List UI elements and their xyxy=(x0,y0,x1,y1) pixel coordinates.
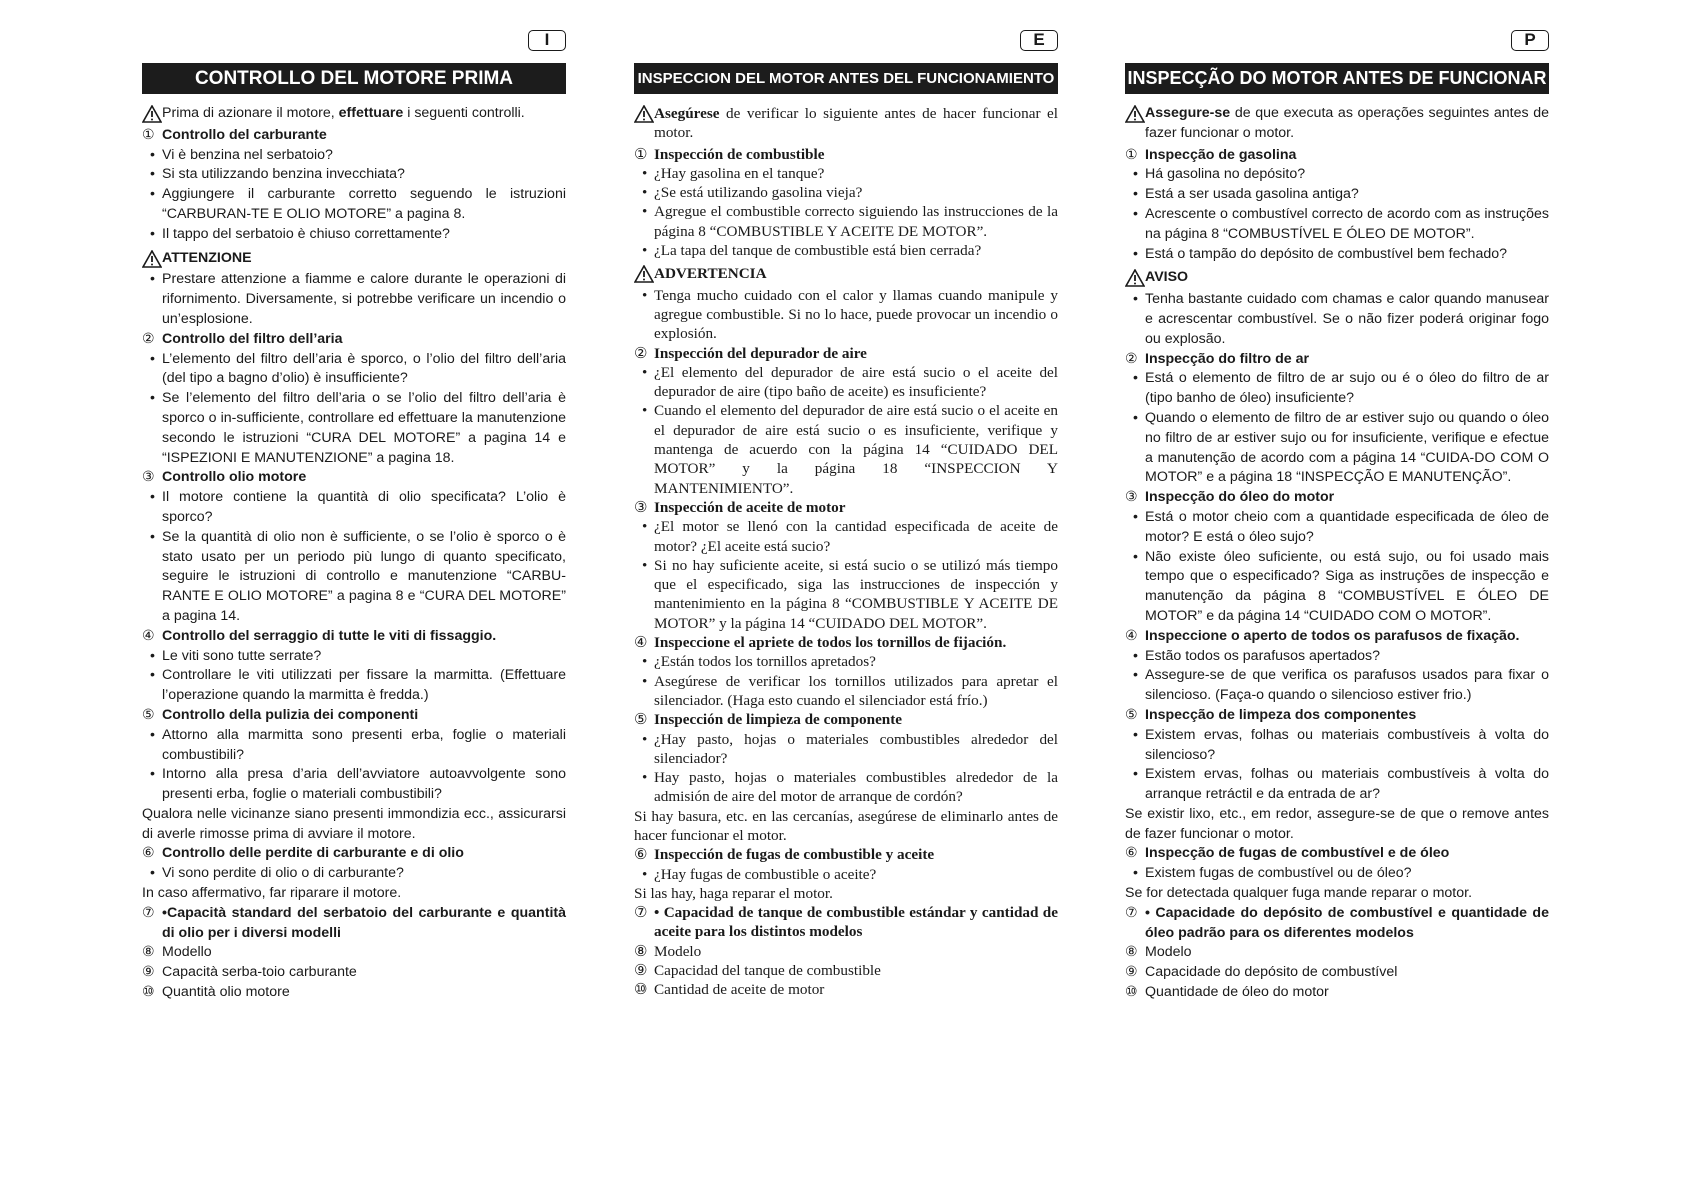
list-item-text: ¿Hay fugas de combustible o aceite? xyxy=(654,865,877,883)
list-item xyxy=(142,488,566,528)
list-item xyxy=(634,556,1058,633)
list-item xyxy=(634,241,1058,260)
bullet: • xyxy=(642,203,648,221)
bullet: • xyxy=(1133,186,1138,203)
list-item xyxy=(142,864,566,884)
list-item xyxy=(634,730,1058,769)
warning-icon xyxy=(634,265,654,283)
section-4-text: Inspeccione o aperto de todos os parafusos de fixação. xyxy=(1145,627,1520,644)
intro xyxy=(1125,104,1549,144)
number-1: ① xyxy=(634,145,648,163)
list-item-text: Está o elemento de filtro de ar sujo ou é o óleo do filtro de ar (tipo banho de óleo) insuficiente? xyxy=(1145,370,1549,407)
bullet: • xyxy=(1133,166,1138,183)
section-title-italian: CONTROLLO DEL MOTORE PRIMA xyxy=(142,63,566,94)
number-6: ⑥ xyxy=(634,846,648,864)
list-item xyxy=(142,528,566,627)
section-7-heading xyxy=(634,903,1058,942)
section-4-text: Controllo del serraggio di tutte le viti di fissaggio. xyxy=(162,627,497,644)
bullet: • xyxy=(642,653,648,671)
bullet: • xyxy=(1133,865,1138,882)
warning-label: ATTENZIONE xyxy=(162,249,252,266)
list-item xyxy=(1125,245,1549,265)
list-item-text: Não existe óleo suficiente, ou está sujo, ou foi usado mais tempo que o especificado? Siga as instruções de inspecção e manutenção da página 8 “COMBUSTÍVEL E ÓLEO DE MOTOR” e da página 14 “CUIDADO COM O MOTOR”. xyxy=(1145,548,1549,624)
section-5-heading xyxy=(634,710,1058,729)
list-item-text: Attorno alla marmitta sono presenti erba, foglie o materiali combustibili? xyxy=(162,726,566,763)
list-item-text: Assegure-se de que verifica os parafusos usados para fixar o silencioso. (Faça-o quando o silencioso estiver frio.) xyxy=(1145,667,1549,704)
number-5: ⑤ xyxy=(142,706,155,723)
section-8-text: Modelo xyxy=(654,942,702,960)
bullet: • xyxy=(150,489,155,506)
section-9-heading xyxy=(634,961,1058,980)
intro-text: de verificar lo siguiente antes de hacer funcionar el motor. xyxy=(654,105,1058,142)
bullet: • xyxy=(642,672,648,690)
paragraph: In caso affermativo, far riparare il motore. xyxy=(142,885,402,902)
list-item xyxy=(634,401,1058,497)
bullet: • xyxy=(150,667,155,684)
list-item xyxy=(142,350,566,390)
list-item xyxy=(634,286,1058,344)
number-10: ⑩ xyxy=(634,981,648,999)
number-1: ① xyxy=(142,126,155,143)
list-item xyxy=(142,146,566,166)
list-item-text: Está o tampão do depósito de combustível bem fechado? xyxy=(1145,245,1508,262)
list-item-text: Estão todos os parafusos apertados? xyxy=(1145,647,1381,664)
section-1-text: Inspecção de gasolina xyxy=(1145,146,1297,163)
list-item xyxy=(1125,409,1549,488)
bullet: • xyxy=(642,164,648,182)
bullet: • xyxy=(150,186,155,203)
list-item xyxy=(142,225,566,245)
section-1-text: Controllo del carburante xyxy=(162,126,327,143)
list-item-text: Se la quantità di olio non è sufficiente, o se l’olio è sporco o è stato usato per un periodo più lungo di quanto specificato, seguire le istruzioni di controllo e manutenzione “CARBU-RANTE E OLIO MOTORE” a pagina 8 e “CURA DEL MOTORE” a pagina 14. xyxy=(162,528,566,624)
list-item xyxy=(142,666,566,706)
section-7-text: •Capacità standard del serbatoio del carburante e quantità di olio per i diversi modelli xyxy=(162,904,566,941)
bullet: • xyxy=(150,225,155,242)
bullet: • xyxy=(642,865,648,883)
bullet: • xyxy=(1133,370,1138,387)
bullet: • xyxy=(1133,766,1138,783)
list-item xyxy=(1125,290,1549,349)
list-item xyxy=(142,185,566,225)
section-4-heading xyxy=(634,633,1058,652)
list-item-text: Existem ervas, folhas ou materiais combustíveis à volta do arranque retráctil e da entrada de ar? xyxy=(1145,766,1549,803)
warning-icon xyxy=(634,105,654,123)
number-8: ⑧ xyxy=(634,942,648,960)
section-1-heading xyxy=(634,145,1058,164)
number-8: ⑧ xyxy=(142,944,155,961)
list-item-text: ¿Hay pasto, hojas o materiales combustibles alrededor del silenciador? xyxy=(654,730,1058,767)
section-3-heading xyxy=(1125,488,1549,508)
number-3: ③ xyxy=(142,469,155,486)
list-item xyxy=(142,165,566,185)
intro-emphasis: Assegure-se xyxy=(1145,105,1231,121)
section-1-text: Inspección de combustible xyxy=(654,145,825,163)
list-item xyxy=(1125,185,1549,205)
bullet: • xyxy=(150,528,155,545)
list-item-text: Si no hay suficiente aceite, si está sucio o se utilizó más tiempo que el especificado, siga las instrucciones de inspección y mantenimiento en la página 8 “COMBUSTIBLE Y ACEITE DE MOTOR” y la página 14 “CUIDADO DEL MOTOR”. xyxy=(654,556,1058,632)
list-item-text: Vi sono perdite di olio o di carburante? xyxy=(162,865,404,882)
section-6-text: Controllo delle perdite di carburante e di olio xyxy=(162,845,464,862)
list-item xyxy=(634,865,1058,884)
bullet: • xyxy=(1133,291,1138,308)
intro xyxy=(142,104,566,124)
list-item-text: Hay pasto, hojas o materiales combustibles alrededor de la admisión de aire del motor de arranque de cordón? xyxy=(654,769,1058,806)
list-item xyxy=(1125,165,1549,185)
language-tab-spanish: E xyxy=(1020,30,1058,51)
bullet: • xyxy=(1133,647,1138,664)
list-item xyxy=(1125,726,1549,766)
bullet: • xyxy=(1133,409,1138,426)
intro-text-end: i seguenti controlli. xyxy=(403,105,525,121)
bullet: • xyxy=(642,184,648,202)
section-2-heading xyxy=(142,330,566,350)
section-6-heading xyxy=(634,845,1058,864)
section-2-heading xyxy=(1125,350,1549,370)
bullet: • xyxy=(642,286,648,304)
list-item-text: Vi è benzina nel serbatoio? xyxy=(162,146,333,163)
number-1: ① xyxy=(1125,146,1138,163)
warning-label: ADVERTENCIA xyxy=(654,265,767,283)
language-tab-portuguese: P xyxy=(1511,30,1549,51)
paragraph: Qualora nelle vicinanze siano presenti immondizia ecc., assicurarsi di averle rimosse prima di avviare il motore. xyxy=(142,805,566,842)
list-item-text: Tenha bastante cuidado com chamas e calor quando manusear e acrescentar combustível. Se o não fizer poderá originar fogo ou explosão. xyxy=(1145,291,1549,347)
number-3: ③ xyxy=(1125,489,1138,506)
list-item-text: Asegúrese de verificar los tornillos utilizados para apretar el silenciador. (Haga esto cuando el silenciador está frío.) xyxy=(654,672,1058,709)
section-3-text: Inspecção do óleo do motor xyxy=(1145,489,1335,506)
bullet: • xyxy=(1133,548,1138,565)
section-10-text: Cantidad de aceite de motor xyxy=(654,981,825,999)
section-8-text: Modello xyxy=(162,944,212,961)
section-5-heading xyxy=(142,706,566,726)
number-6: ⑥ xyxy=(142,845,155,862)
section-3-text: Controllo olio motore xyxy=(162,469,307,486)
section-10-text: Quantidade de óleo do motor xyxy=(1145,984,1329,1001)
list-item xyxy=(1125,548,1549,627)
bullet: • xyxy=(642,363,648,381)
paragraph: Si las hay, haga reparar el motor. xyxy=(634,884,833,902)
body-spanish xyxy=(634,100,1058,1000)
bullet: • xyxy=(150,647,155,664)
list-item xyxy=(1125,765,1549,805)
section-8-heading xyxy=(142,943,566,963)
section-2-text: Inspecção do filtro de ar xyxy=(1145,350,1309,367)
number-2: ② xyxy=(142,330,155,347)
list-item-text: Aggiungere il carburante corretto seguendo le istruzioni “CARBURAN-TE E OLIO MOTORE” a pagina 8. xyxy=(162,186,566,222)
bullet: • xyxy=(150,271,155,288)
section-4-heading xyxy=(142,627,566,647)
list-item xyxy=(142,270,566,329)
bullet: • xyxy=(642,769,648,787)
bullet: • xyxy=(150,766,155,783)
list-item-text: Intorno alla presa d’aria dell’avviatore autoavvolgente sono presenti erba, foglie o materiali combustibili? xyxy=(162,766,566,803)
list-item xyxy=(142,647,566,667)
section-title-portuguese: INSPECÇÃO DO MOTOR ANTES DE FUNCIONAR xyxy=(1125,63,1549,94)
section-10-heading xyxy=(634,980,1058,999)
list-item-text: Existem ervas, folhas ou materiais combustíveis à volta do silencioso? xyxy=(1145,726,1549,763)
bullet: • xyxy=(1133,245,1138,262)
paragraph: Se for detectada qualquer fuga mande reparar o motor. xyxy=(1125,885,1473,902)
section-7-text: • Capacidad de tanque de combustible estándar y cantidad de aceite para los distintos modelos xyxy=(654,904,1058,941)
section-9-heading xyxy=(142,963,566,983)
bullet: • xyxy=(1133,667,1138,684)
bullet: • xyxy=(642,730,648,748)
section-9-text: Capacidad del tanque de combustible xyxy=(654,962,881,980)
list-item xyxy=(634,202,1058,241)
list-item xyxy=(1125,666,1549,706)
number-9: ⑨ xyxy=(142,964,155,981)
bullet: • xyxy=(150,166,155,183)
list-item xyxy=(634,363,1058,402)
list-item-text: Il motore contiene la quantità di olio specificata? L’olio è sporco? xyxy=(162,489,566,525)
list-item xyxy=(634,517,1058,556)
list-item-text: Agregue el combustible correcto siguiendo las instrucciones de la página 8 “COMBUSTIBLE Y ACEITE DE MOTOR”. xyxy=(654,203,1058,240)
list-item-text: Há gasolina no depósito? xyxy=(1145,166,1306,183)
list-item-text: Quando o elemento de filtro de ar estiver sujo ou quando o óleo no filtro de ar estiver sujo ou for insuficiente, verifique e efectue a manutenção de acordo com a página 14 “CUIDA-DO COM O MOTOR” e a página 18 “INSPECÇÃO E MANUTENÇÃO”. xyxy=(1145,409,1549,486)
section-8-text: Modelo xyxy=(1145,944,1192,961)
section-4-heading xyxy=(1125,627,1549,647)
section-9-text: Capacidade do depósito de combustível xyxy=(1145,964,1398,981)
bullet: • xyxy=(150,390,155,407)
section-6-text: Inspección de fugas de combustible y aceite xyxy=(654,846,935,864)
bullet: • xyxy=(1133,205,1138,222)
section-7-heading xyxy=(1125,904,1549,944)
bullet: • xyxy=(642,556,648,574)
section-3-heading xyxy=(634,498,1058,517)
section-title-spanish: INSPECCION DEL MOTOR ANTES DEL FUNCIONAMIENTO xyxy=(634,63,1058,94)
section-8-heading xyxy=(634,942,1058,961)
number-7: ⑦ xyxy=(634,904,648,922)
bullet: • xyxy=(1133,508,1138,525)
list-item xyxy=(1125,864,1549,884)
list-item xyxy=(142,726,566,766)
section-10-heading xyxy=(142,983,566,1003)
warning-icon xyxy=(1125,269,1145,287)
list-item xyxy=(142,765,566,805)
intro-text: de que executa as operações seguintes antes de fazer funcionar o motor. xyxy=(1145,105,1549,141)
section-10-text: Quantità olio motore xyxy=(162,984,290,1001)
list-item xyxy=(142,389,566,468)
number-2: ② xyxy=(634,344,648,362)
number-9: ⑨ xyxy=(1125,964,1138,981)
body-italian xyxy=(142,100,566,1003)
bullet: • xyxy=(150,146,155,163)
paragraph: Si hay basura, etc. en las cercanías, asegúrese de eliminarlo antes de hacer funcionar el motor. xyxy=(634,807,1058,844)
section-5-text: Inspección de limpieza de componente xyxy=(654,711,903,729)
list-item-text: ¿El motor se llenó con la cantidad especificada de aceite de motor? ¿El aceite está sucio? xyxy=(654,518,1058,555)
list-item-text: Está o motor cheio com a quantidade especificada de óleo de motor? E está o óleo sujo? xyxy=(1145,508,1549,545)
section-2-text: Controllo del filtro dell’aria xyxy=(162,330,343,347)
list-item-text: ¿El elemento del depurador de aire está sucio o el aceite del depurador de aire (tipo baño de aceite) es insuficiente? xyxy=(654,363,1058,401)
section-2-text: Inspección del depurador de aire xyxy=(654,344,867,362)
warning-icon xyxy=(142,250,162,268)
list-item-text: Si sta utilizzando benzina invecchiata? xyxy=(162,166,405,183)
list-item xyxy=(634,652,1058,671)
list-item-text: Se l’elemento del filtro dell’aria o se l’olio del filtro dell’aria è sporco o in-sufficiente, controllare ed effettuare la manutenzione secondo le istruzioni “CURA DEL MOTORE” a pagina 14 e “ISPEZIONI E MANUTENZIONE” a pagina 18. xyxy=(162,390,566,466)
list-item xyxy=(1125,647,1549,667)
list-item-text: L’elemento del filtro dell’aria è sporco, o l’olio del filtro dell’aria (del tipo a bagno d’olio) è insufficiente? xyxy=(162,350,566,387)
list-item-text: Está a ser usada gasolina antiga? xyxy=(1145,186,1359,203)
list-item-text: ¿Se está utilizando gasolina vieja? xyxy=(654,184,863,202)
section-5-text: Controllo della pulizia dei componenti xyxy=(162,706,419,723)
list-item-text: ¿Hay gasolina en el tanque? xyxy=(654,164,825,182)
number-8: ⑧ xyxy=(1125,944,1138,961)
list-item xyxy=(1125,369,1549,409)
number-4: ④ xyxy=(1125,627,1138,644)
list-item-text: Acrescente o combustível correcto de acordo com as instruções na página 8 “COMBUSTÍVEL E ÓLEO DE MOTOR”. xyxy=(1145,205,1549,242)
list-item xyxy=(634,164,1058,183)
section-4-text: Inspeccione el apriete de todos los tornillos de fijación. xyxy=(654,634,1007,652)
list-item-text: ¿Están todos los tornillos apretados? xyxy=(654,653,876,671)
section-9-heading xyxy=(1125,963,1549,983)
bullet: • xyxy=(1133,726,1138,743)
bullet: • xyxy=(642,242,648,260)
list-item-text: Il tappo del serbatoio è chiuso correttamente? xyxy=(162,225,450,242)
language-tab-italian: I xyxy=(528,30,566,51)
list-item xyxy=(1125,205,1549,245)
warning-label: AVISO xyxy=(1145,269,1189,286)
section-7-heading xyxy=(142,904,566,944)
section-1-heading xyxy=(142,126,566,146)
warning-heading xyxy=(1125,268,1549,288)
list-item-text: Cuando el elemento del depurador de aire está sucio o el aceite en el depurador de aire está sucio o es insuficiente, verifique y mantenga de acuerdo con la página 14 “CUIDADO DEL MOTOR” y la página 18 “INSPECCION Y MANTENIMIENTO”. xyxy=(654,402,1058,497)
bullet: • xyxy=(642,518,648,536)
number-5: ⑤ xyxy=(1125,706,1138,723)
section-5-heading xyxy=(1125,706,1549,726)
warning-heading xyxy=(634,264,1058,283)
section-5-text: Inspecção de limpeza dos componentes xyxy=(1145,706,1417,723)
section-2-heading xyxy=(634,344,1058,363)
list-item xyxy=(634,183,1058,202)
number-9: ⑨ xyxy=(634,962,648,980)
intro xyxy=(634,104,1058,143)
number-7: ⑦ xyxy=(142,904,155,921)
list-item-text: Tenga mucho cuidado con el calor y llamas cuando manipule y agregue combustible. Si no lo hace, puede provocar un incendio o explosión. xyxy=(654,286,1058,343)
bullet: • xyxy=(150,726,155,743)
number-4: ④ xyxy=(142,627,155,644)
list-item-text: Le viti sono tutte serrate? xyxy=(162,647,322,664)
intro-emphasis: effettuare xyxy=(338,105,404,121)
section-1-heading xyxy=(1125,146,1549,166)
number-7: ⑦ xyxy=(1125,904,1138,921)
body-portuguese xyxy=(1125,100,1549,1003)
section-10-heading xyxy=(1125,983,1549,1003)
list-item-text: ¿La tapa del tanque de combustible está bien cerrada? xyxy=(654,242,982,260)
warning-icon xyxy=(1125,105,1145,123)
paragraph: Se existir lixo, etc., em redor, assegure-se de que o remove antes de fazer funcionar o motor. xyxy=(1125,805,1549,842)
list-item xyxy=(1125,508,1549,548)
section-9-text: Capacità serba-toio carburante xyxy=(162,964,357,981)
number-3: ③ xyxy=(634,498,648,516)
warning-heading xyxy=(142,249,566,269)
section-8-heading xyxy=(1125,943,1549,963)
intro-emphasis: Asegúrese xyxy=(654,105,720,122)
number-2: ② xyxy=(1125,350,1138,367)
number-10: ⑩ xyxy=(142,984,155,1001)
intro-text: Prima di azionare il motore, xyxy=(162,105,339,121)
section-7-text: • Capacidade do depósito de combustível e quantidade de óleo padrão para os diferentes modelos xyxy=(1145,904,1549,941)
section-6-heading xyxy=(1125,844,1549,864)
list-item xyxy=(634,672,1058,711)
list-item-text: Controllare le viti utilizzati per fissare la marmitta. (Effettuare l’operazione quando la marmitta è fredda.) xyxy=(162,667,566,704)
list-item-text: Prestare attenzione a fiamme e calore durante le operazioni di rifornimento. Diversamente, si potrebbe verificare un incendio o un’esplosione. xyxy=(162,271,566,327)
section-3-heading xyxy=(142,468,566,488)
bullet: • xyxy=(150,350,155,367)
section-6-heading xyxy=(142,844,566,864)
bullet: • xyxy=(150,865,155,882)
number-5: ⑤ xyxy=(634,711,648,729)
list-item xyxy=(634,768,1058,807)
number-6: ⑥ xyxy=(1125,845,1138,862)
number-10: ⑩ xyxy=(1125,984,1138,1001)
bullet: • xyxy=(642,402,648,420)
section-6-text: Inspecção de fugas de combustível e de óleo xyxy=(1145,845,1450,862)
section-3-text: Inspección de aceite de motor xyxy=(654,498,846,516)
list-item-text: Existem fugas de combustível ou de óleo? xyxy=(1145,865,1412,882)
number-4: ④ xyxy=(634,634,648,652)
warning-icon xyxy=(142,105,162,123)
